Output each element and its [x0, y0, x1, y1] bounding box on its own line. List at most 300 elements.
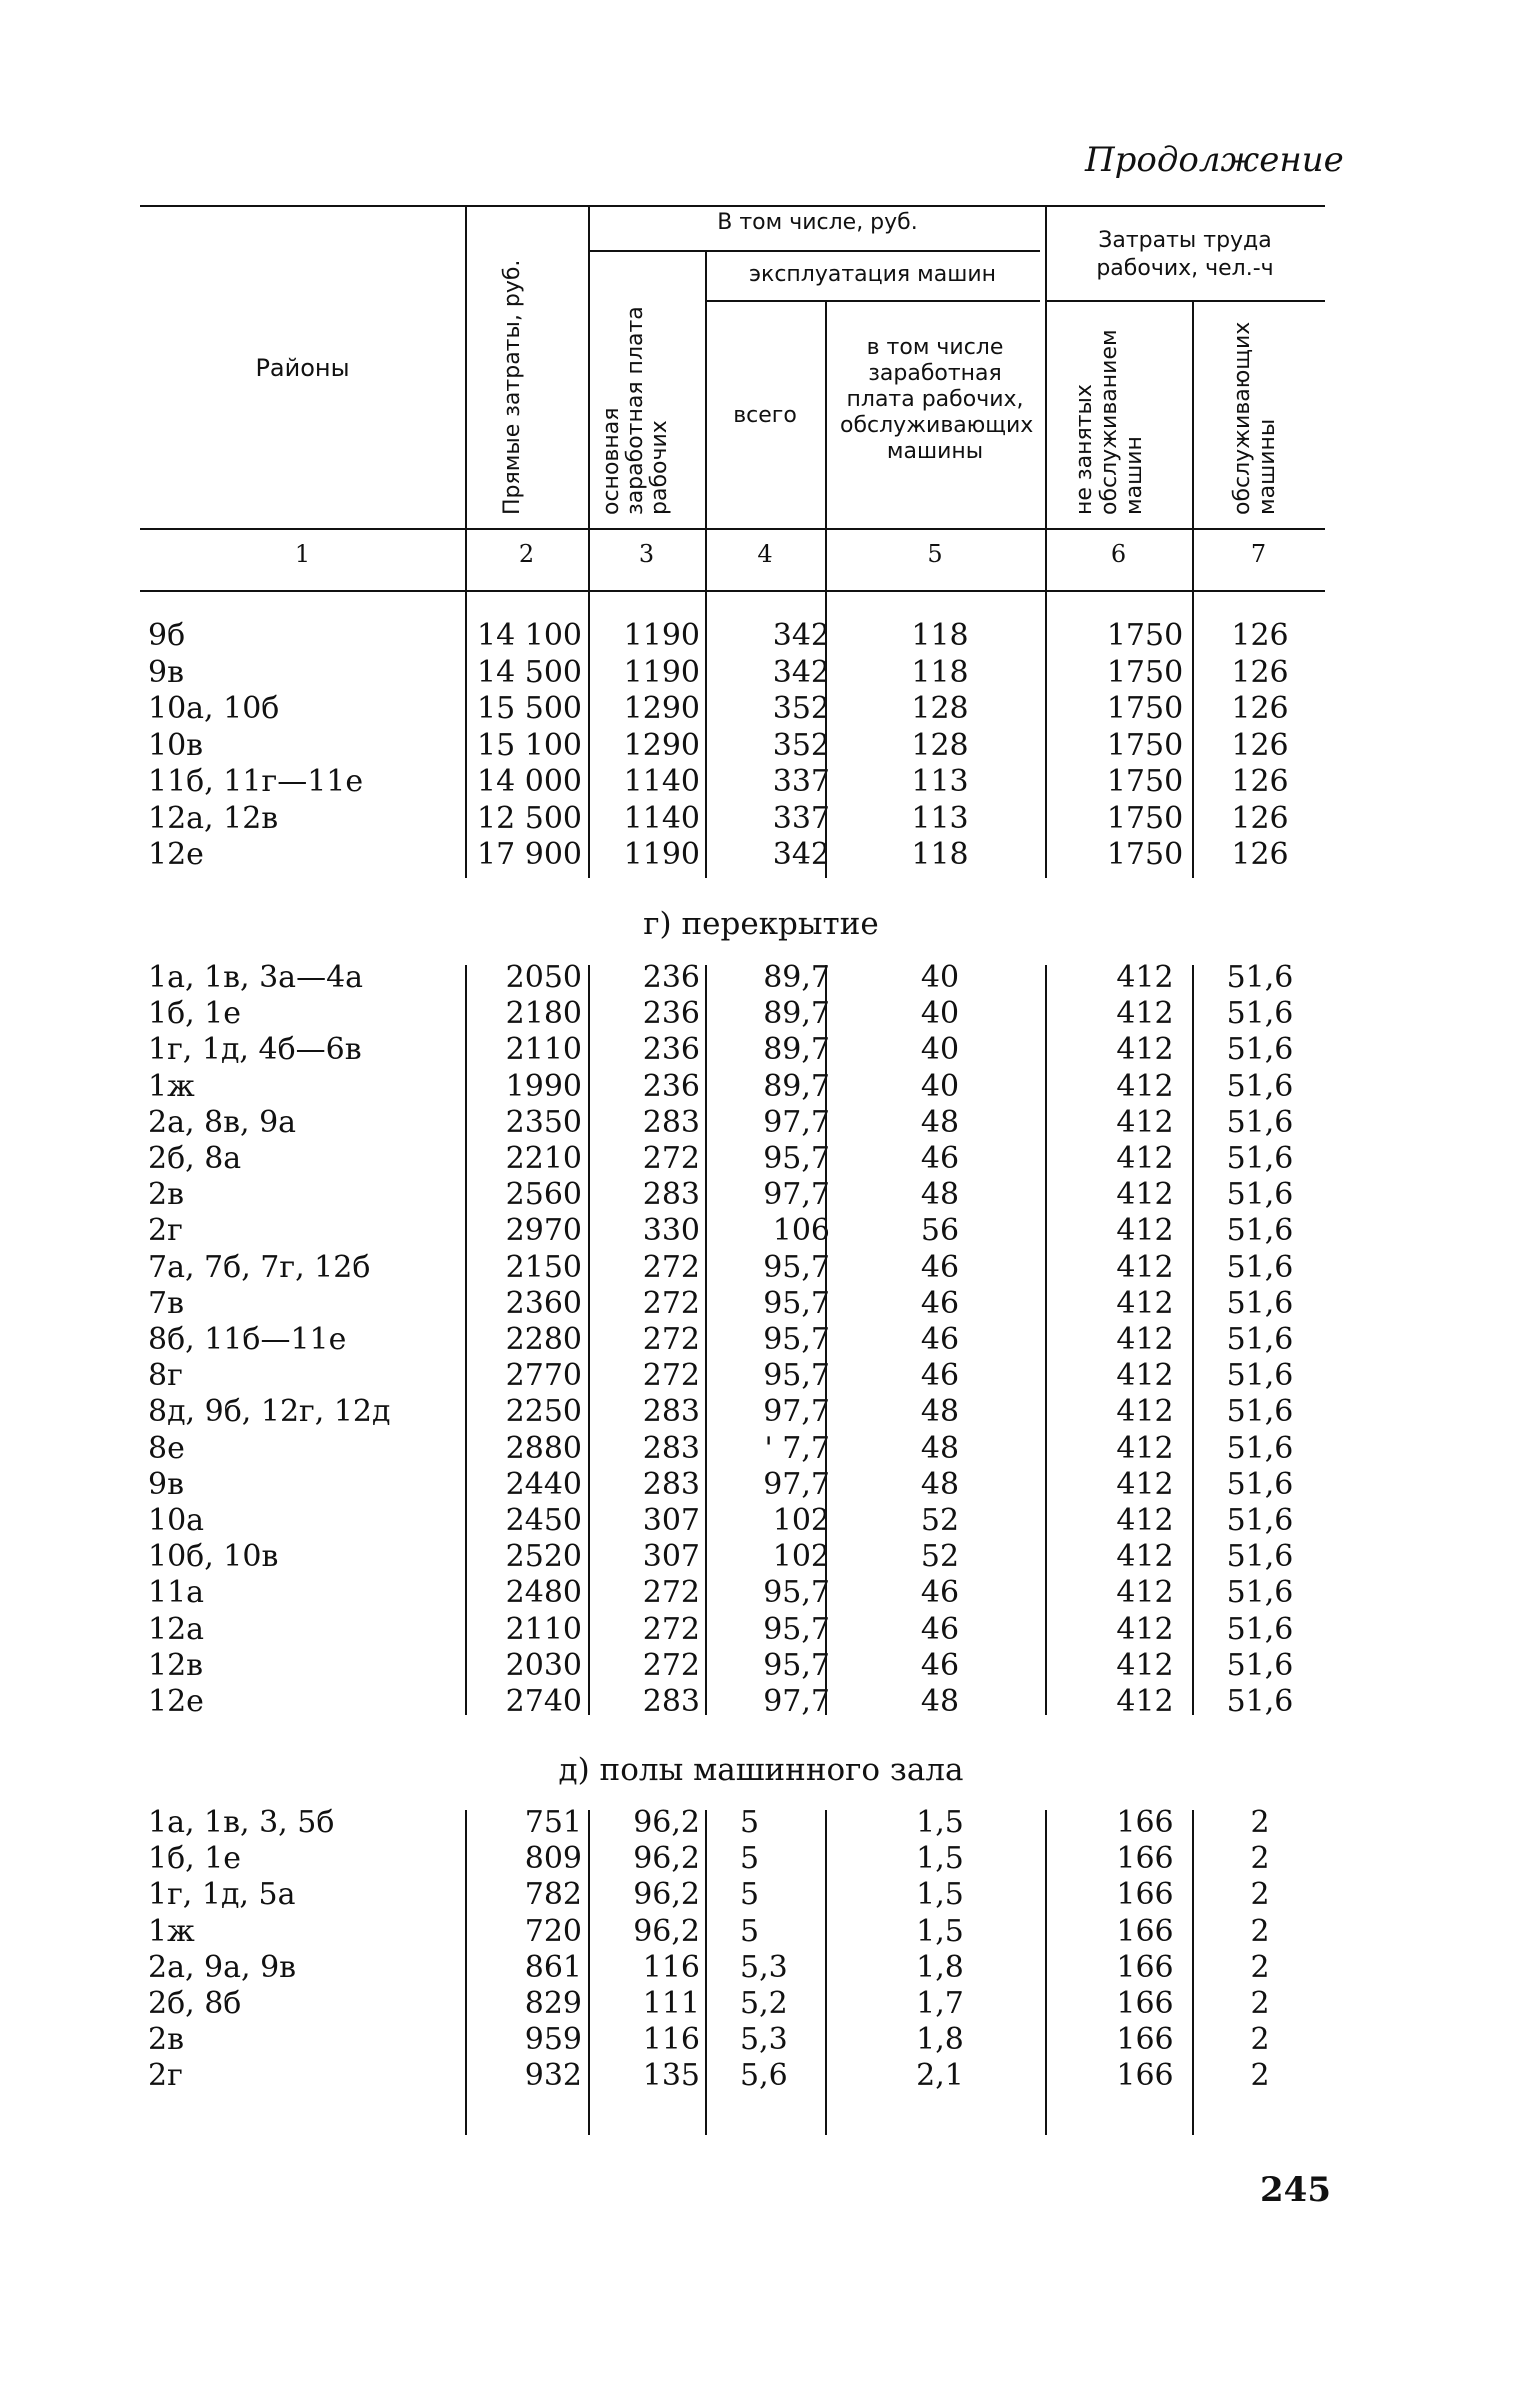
table-row [0, 1648, 1522, 1684]
column-separator [588, 1810, 590, 2135]
table-row [0, 1032, 1522, 1068]
labor-machine-cell: 2 [1250, 1949, 1270, 1985]
column-number: 3 [638, 540, 655, 568]
machine-wage-cell: 118 [911, 618, 969, 653]
header-machines: эксплуатация машин [748, 262, 997, 287]
machines-total-cell: 337 [772, 764, 830, 799]
base-wage-cell: 236 [642, 1032, 700, 1068]
base-wage-cell: 1190 [623, 837, 700, 872]
table-row [0, 2058, 1522, 2094]
labor-nonmachine-cell: 166 [1116, 1877, 1174, 1913]
machines-total-cell: 102 [772, 1539, 830, 1575]
labor-nonmachine-cell: 412 [1116, 1213, 1174, 1249]
direct-cost-cell: 2440 [505, 1466, 582, 1502]
table-row [0, 1805, 1522, 1841]
table-row [0, 728, 1522, 764]
base-wage-cell: 116 [642, 1949, 700, 1985]
labor-nonmachine-cell: 166 [1116, 2058, 1174, 2094]
machines-total-cell: 102 [772, 1503, 830, 1538]
machine-wage-cell: 113 [911, 800, 969, 836]
machines-total-cell: 95,7 [763, 1647, 830, 1683]
labor-machine-cell: 2 [1250, 1841, 1270, 1877]
column-separator [465, 965, 467, 1715]
machine-wage-cell: 118 [911, 837, 969, 872]
district-cell: 1ж [148, 1068, 195, 1104]
labor-machine-cell: 51,6 [1226, 1647, 1294, 1683]
labor-machine-cell: 2 [1250, 1913, 1270, 1949]
machine-wage-cell: 1,5 [916, 1841, 964, 1877]
table-row [0, 1105, 1522, 1141]
district-cell: 11б, 11г—11е [148, 764, 364, 799]
machines-total-cell: 5,6 [740, 2058, 788, 2094]
labor-machine-cell: 2 [1250, 1805, 1270, 1840]
machine-wage-cell: 2,1 [916, 2058, 964, 2094]
table-row [0, 1358, 1522, 1394]
labor-machine-cell: 51,6 [1226, 1213, 1294, 1249]
labor-nonmachine-cell: 412 [1116, 1684, 1174, 1719]
machine-wage-cell: 40 [920, 996, 960, 1032]
table-row [0, 1575, 1522, 1611]
base-wage-cell: 96,2 [633, 1913, 700, 1949]
labor-machine-cell: 51,6 [1226, 1322, 1294, 1357]
labor-machine-cell: 2 [1250, 2022, 1270, 2058]
machines-total-cell: 95,7 [763, 1358, 830, 1394]
district-cell: 8б, 11б—11е [148, 1322, 347, 1357]
base-wage-cell: 272 [642, 1647, 700, 1683]
district-cell: 1а, 1в, 3а—4а [148, 960, 364, 995]
labor-machine-cell: 51,6 [1226, 1104, 1294, 1140]
column-separator [705, 1810, 707, 2135]
machines-total-cell: ' 7,7 [764, 1430, 830, 1466]
labor-nonmachine-cell: 412 [1116, 1394, 1174, 1430]
direct-cost-cell: 2970 [505, 1213, 582, 1249]
machine-wage-cell: 48 [920, 1684, 960, 1719]
district-cell: 10б, 10в [148, 1539, 279, 1575]
direct-cost-cell: 2360 [505, 1285, 582, 1321]
district-cell: 10а [148, 1503, 205, 1538]
header-districts: Районы [255, 354, 350, 382]
district-cell: 12в [148, 1647, 204, 1683]
table-row [0, 1914, 1522, 1950]
machines-total-cell: 352 [772, 727, 830, 763]
labor-nonmachine-cell: 1750 [1106, 764, 1184, 799]
machine-wage-cell: 46 [920, 1358, 960, 1394]
labor-nonmachine-cell: 1750 [1106, 800, 1184, 836]
labor-nonmachine-cell: 412 [1116, 1141, 1174, 1176]
machine-wage-cell: 1,8 [916, 2022, 964, 2058]
machine-wage-cell: 1,8 [916, 1949, 964, 1985]
machines-total-cell: 342 [772, 654, 830, 690]
machines-total-cell: 5 [740, 1877, 760, 1913]
labor-machine-cell: 51,6 [1226, 960, 1294, 995]
direct-cost-cell: 2210 [505, 1141, 582, 1176]
machine-wage-cell: 46 [920, 1575, 960, 1611]
district-cell: 7а, 7б, 7г, 12б [148, 1249, 371, 1285]
table-row [0, 1950, 1522, 1986]
district-cell: 1б, 1е [148, 996, 242, 1032]
labor-machine-cell: 51,6 [1226, 1394, 1294, 1430]
header-direct-costs: Прямые затраты, руб. [500, 259, 525, 515]
district-cell: 12а [148, 1611, 205, 1647]
district-cell: 2б, 8а [148, 1141, 242, 1176]
header-top-rule [140, 205, 1325, 207]
machine-wage-cell: 40 [920, 1068, 960, 1104]
district-cell: 12а, 12в [148, 800, 279, 836]
district-cell: 2б, 8б [148, 1986, 242, 2021]
labor-machine-cell: 51,6 [1226, 1358, 1294, 1394]
machines-total-cell: 5 [740, 1841, 760, 1877]
labor-nonmachine-cell: 412 [1116, 1177, 1174, 1213]
district-cell: 9б [148, 618, 186, 653]
base-wage-cell: 96,2 [633, 1877, 700, 1913]
table-row [0, 2022, 1522, 2058]
direct-cost-cell: 2050 [505, 960, 582, 995]
direct-cost-cell: 12 500 [477, 800, 582, 836]
machine-wage-cell: 52 [920, 1503, 960, 1538]
header-labor: Затраты труда рабочих, чел.-ч [1096, 228, 1274, 281]
machine-wage-cell: 1,5 [916, 1805, 964, 1840]
labor-nonmachine-cell: 412 [1116, 1285, 1174, 1321]
labor-nonmachine-cell: 412 [1116, 1647, 1174, 1683]
machines-total-cell: 352 [772, 691, 830, 726]
direct-cost-cell: 809 [524, 1841, 582, 1877]
labor-machine-cell: 51,6 [1226, 1684, 1294, 1719]
direct-cost-cell: 782 [524, 1877, 582, 1913]
machines-total-cell: 95,7 [763, 1249, 830, 1285]
table-row [0, 1069, 1522, 1105]
base-wage-cell: 272 [642, 1322, 700, 1357]
table-row [0, 1141, 1522, 1177]
labor-nonmachine-cell: 166 [1116, 2022, 1174, 2058]
direct-cost-cell: 14 100 [477, 618, 582, 653]
column-separator [1192, 965, 1194, 1715]
base-wage-cell: 111 [642, 1986, 700, 2021]
labor-nonmachine-cell: 1750 [1106, 837, 1184, 872]
labor-nonmachine-cell: 166 [1116, 1949, 1174, 1985]
direct-cost-cell: 14 000 [477, 764, 582, 799]
base-wage-cell: 1290 [623, 691, 700, 726]
base-wage-cell: 307 [642, 1539, 700, 1575]
district-cell: 8г [148, 1358, 183, 1394]
labor-nonmachine-cell: 412 [1116, 1503, 1174, 1538]
machine-wage-cell: 128 [911, 727, 969, 763]
base-wage-cell: 1190 [623, 618, 700, 653]
district-cell: 10а, 10б [148, 691, 280, 726]
direct-cost-cell: 720 [524, 1913, 582, 1949]
direct-cost-cell: 17 900 [477, 837, 582, 872]
labor-machine-cell: 126 [1231, 800, 1289, 836]
base-wage-cell: 272 [642, 1611, 700, 1647]
machine-wage-cell: 113 [911, 764, 969, 799]
base-wage-cell: 272 [642, 1141, 700, 1176]
labor-nonmachine-cell: 412 [1116, 1466, 1174, 1502]
labor-machine-cell: 126 [1231, 764, 1289, 799]
base-wage-cell: 283 [642, 1177, 700, 1213]
header-machine-wage: в том числе заработная плата рабочих, обслуживающих машины [840, 335, 1034, 464]
table-row [0, 1213, 1522, 1249]
table-row [0, 1503, 1522, 1539]
labor-machine-cell: 51,6 [1226, 1575, 1294, 1611]
district-cell: 1ж [148, 1913, 195, 1949]
machines-total-cell: 342 [772, 837, 830, 872]
table-row [0, 1877, 1522, 1913]
direct-cost-cell: 2880 [505, 1430, 582, 1466]
table-row [0, 1539, 1522, 1575]
base-wage-cell: 1190 [623, 654, 700, 690]
labor-nonmachine-cell: 412 [1116, 1539, 1174, 1575]
column-separator [1045, 590, 1047, 878]
column-number: 2 [518, 540, 535, 568]
column-number: 5 [927, 540, 943, 568]
base-wage-cell: 307 [642, 1503, 700, 1538]
district-cell: 12е [148, 1684, 204, 1719]
base-wage-cell: 272 [642, 1575, 700, 1611]
column-separator [825, 590, 827, 878]
table-row [0, 618, 1522, 654]
machine-wage-cell: 118 [911, 654, 969, 690]
labor-nonmachine-cell: 412 [1116, 1358, 1174, 1394]
labor-machine-cell: 51,6 [1226, 1249, 1294, 1285]
machines-total-cell: 89,7 [763, 996, 830, 1032]
direct-cost-cell: 2180 [505, 996, 582, 1032]
header-not-machine: не занятых обслуживанием машин [1072, 329, 1147, 515]
labor-nonmachine-cell: 412 [1116, 1068, 1174, 1104]
machine-wage-cell: 46 [920, 1249, 960, 1285]
table-row [0, 655, 1522, 691]
table-row [0, 1467, 1522, 1503]
group-including-rule [590, 250, 1040, 252]
labor-machine-cell: 51,6 [1226, 1611, 1294, 1647]
header-divider [465, 205, 467, 590]
header-base-wage: основная заработная плата рабочих [599, 306, 672, 515]
direct-cost-cell: 932 [524, 2058, 582, 2094]
district-cell: 11а [148, 1575, 205, 1611]
labor-machine-cell: 51,6 [1226, 1539, 1294, 1575]
labor-machine-cell: 51,6 [1226, 1068, 1294, 1104]
machines-total-cell: 97,7 [763, 1394, 830, 1430]
direct-cost-cell: 2740 [505, 1684, 582, 1719]
labor-machine-cell: 126 [1231, 727, 1289, 763]
table-row [0, 1286, 1522, 1322]
labor-nonmachine-cell: 1750 [1106, 727, 1184, 763]
table-row [0, 1684, 1522, 1720]
machine-wage-cell: 40 [920, 1032, 960, 1068]
labor-nonmachine-cell: 166 [1116, 1841, 1174, 1877]
district-cell: 1г, 1д, 5а [148, 1877, 296, 1913]
base-wage-cell: 96,2 [633, 1841, 700, 1877]
machines-total-cell: 97,7 [763, 1684, 830, 1719]
table-row [0, 1322, 1522, 1358]
labor-machine-cell: 51,6 [1226, 1430, 1294, 1466]
labor-machine-cell: 51,6 [1226, 1466, 1294, 1502]
column-separator [825, 965, 827, 1715]
section-title: д) полы машинного зала [558, 1752, 964, 1788]
labor-machine-cell: 2 [1250, 1877, 1270, 1913]
column-separator [705, 965, 707, 1715]
labor-nonmachine-cell: 412 [1116, 1104, 1174, 1140]
district-cell: 2г [148, 2058, 183, 2094]
column-number: 4 [757, 540, 773, 568]
header-machine-serv: обслуживающих машины [1230, 321, 1280, 515]
direct-cost-cell: 2110 [505, 1032, 582, 1068]
district-cell: 7в [148, 1285, 184, 1321]
table-row [0, 1394, 1522, 1430]
labor-nonmachine-cell: 1750 [1106, 654, 1184, 690]
page-number: 245 [1260, 2170, 1331, 2210]
machine-wage-cell: 46 [920, 1647, 960, 1683]
labor-machine-cell: 51,6 [1226, 1503, 1294, 1538]
column-number: 1 [294, 540, 311, 568]
column-number: 6 [1110, 540, 1127, 568]
header-total: всего [733, 403, 797, 428]
group-labor-rule [1045, 300, 1325, 302]
direct-cost-cell: 2480 [505, 1575, 582, 1611]
direct-cost-cell: 829 [524, 1986, 582, 2021]
labor-nonmachine-cell: 412 [1116, 1032, 1174, 1068]
machines-total-cell: 106 [772, 1213, 830, 1249]
direct-cost-cell: 15 500 [477, 691, 582, 726]
table-row [0, 1177, 1522, 1213]
machines-total-cell: 95,7 [763, 1322, 830, 1357]
base-wage-cell: 272 [642, 1249, 700, 1285]
direct-cost-cell: 2770 [505, 1358, 582, 1394]
base-wage-cell: 236 [642, 1068, 700, 1104]
district-cell: 2в [148, 2022, 184, 2058]
machine-wage-cell: 48 [920, 1394, 960, 1430]
district-cell: 1г, 1д, 4б—6в [148, 1032, 362, 1068]
district-cell: 10в [148, 727, 204, 763]
machines-total-cell: 95,7 [763, 1141, 830, 1176]
labor-nonmachine-cell: 412 [1116, 1322, 1174, 1357]
table-row [0, 1431, 1522, 1467]
base-wage-cell: 116 [642, 2022, 700, 2058]
machine-wage-cell: 56 [920, 1213, 960, 1249]
column-separator [1192, 1810, 1194, 2135]
labor-nonmachine-cell: 166 [1116, 1913, 1174, 1949]
labor-nonmachine-cell: 1750 [1106, 691, 1184, 726]
labor-nonmachine-cell: 412 [1116, 996, 1174, 1032]
labor-machine-cell: 51,6 [1226, 1141, 1294, 1176]
table-row [0, 960, 1522, 996]
direct-cost-cell: 2560 [505, 1177, 582, 1213]
labor-machine-cell: 126 [1231, 837, 1289, 872]
labor-machine-cell: 126 [1231, 654, 1289, 690]
group-machines-rule [705, 300, 1040, 302]
machines-total-cell: 89,7 [763, 960, 830, 995]
district-cell: 12е [148, 837, 204, 872]
machine-wage-cell: 48 [920, 1177, 960, 1213]
column-separator [588, 590, 590, 878]
direct-cost-cell: 2110 [505, 1611, 582, 1647]
district-cell: 2а, 9а, 9в [148, 1949, 297, 1985]
column-separator [705, 590, 707, 878]
header-including: В том числе, руб. [717, 210, 918, 235]
labor-machine-cell: 51,6 [1226, 996, 1294, 1032]
machine-wage-cell: 48 [920, 1104, 960, 1140]
direct-cost-cell: 2520 [505, 1539, 582, 1575]
labor-machine-cell: 51,6 [1226, 1285, 1294, 1321]
base-wage-cell: 236 [642, 960, 700, 995]
machines-total-cell: 95,7 [763, 1285, 830, 1321]
district-cell: 1б, 1е [148, 1841, 242, 1877]
base-wage-cell: 1290 [623, 727, 700, 763]
labor-nonmachine-cell: 412 [1116, 1249, 1174, 1285]
base-wage-cell: 96,2 [633, 1805, 700, 1840]
base-wage-cell: 283 [642, 1104, 700, 1140]
labor-nonmachine-cell: 412 [1116, 960, 1174, 995]
header-bottom-rule [140, 528, 1325, 530]
direct-cost-cell: 2450 [505, 1503, 582, 1538]
base-wage-cell: 272 [642, 1358, 700, 1394]
direct-cost-cell: 1990 [505, 1068, 582, 1104]
labor-nonmachine-cell: 412 [1116, 1430, 1174, 1466]
machine-wage-cell: 48 [920, 1466, 960, 1502]
base-wage-cell: 1140 [623, 800, 700, 836]
column-numbers-rule [140, 590, 1325, 592]
direct-cost-cell: 861 [524, 1949, 582, 1985]
base-wage-cell: 283 [642, 1466, 700, 1502]
table-row [0, 691, 1522, 727]
table-row [0, 996, 1522, 1032]
continuation-label: Продолжение [1085, 140, 1344, 180]
machine-wage-cell: 128 [911, 691, 969, 726]
machines-total-cell: 5,2 [740, 1986, 788, 2021]
machines-total-cell: 97,7 [763, 1466, 830, 1502]
labor-nonmachine-cell: 1750 [1106, 618, 1184, 653]
district-cell: 2г [148, 1213, 183, 1249]
direct-cost-cell: 2030 [505, 1647, 582, 1683]
machine-wage-cell: 46 [920, 1141, 960, 1176]
machines-total-cell: 89,7 [763, 1032, 830, 1068]
labor-machine-cell: 2 [1250, 1986, 1270, 2021]
base-wage-cell: 283 [642, 1394, 700, 1430]
labor-machine-cell: 51,6 [1226, 1177, 1294, 1213]
base-wage-cell: 272 [642, 1285, 700, 1321]
labor-nonmachine-cell: 412 [1116, 1575, 1174, 1611]
base-wage-cell: 135 [642, 2058, 700, 2094]
table-row [0, 1841, 1522, 1877]
direct-cost-cell: 2350 [505, 1104, 582, 1140]
column-separator [465, 1810, 467, 2135]
district-cell: 9в [148, 654, 184, 690]
table-row [0, 1986, 1522, 2022]
direct-cost-cell: 14 500 [477, 654, 582, 690]
table-row [0, 1612, 1522, 1648]
column-number: 7 [1250, 540, 1267, 568]
table-row [0, 837, 1522, 873]
machines-total-cell: 95,7 [763, 1611, 830, 1647]
direct-cost-cell: 959 [524, 2022, 582, 2058]
machines-total-cell: 5 [740, 1913, 760, 1949]
direct-cost-cell: 2280 [505, 1322, 582, 1357]
machines-total-cell: 5 [740, 1805, 760, 1840]
machine-wage-cell: 1,7 [916, 1986, 964, 2021]
labor-machine-cell: 2 [1250, 2058, 1270, 2094]
column-separator [588, 965, 590, 1715]
district-cell: 8д, 9б, 12г, 12д [148, 1394, 391, 1430]
header-divider [588, 205, 590, 590]
direct-cost-cell: 751 [524, 1805, 582, 1840]
table-row [0, 1250, 1522, 1286]
base-wage-cell: 283 [642, 1430, 700, 1466]
labor-machine-cell: 126 [1231, 691, 1289, 726]
machines-total-cell: 95,7 [763, 1575, 830, 1611]
table-row [0, 764, 1522, 800]
machine-wage-cell: 1,5 [916, 1877, 964, 1913]
machines-total-cell: 337 [772, 800, 830, 836]
machine-wage-cell: 46 [920, 1611, 960, 1647]
table-row [0, 801, 1522, 837]
